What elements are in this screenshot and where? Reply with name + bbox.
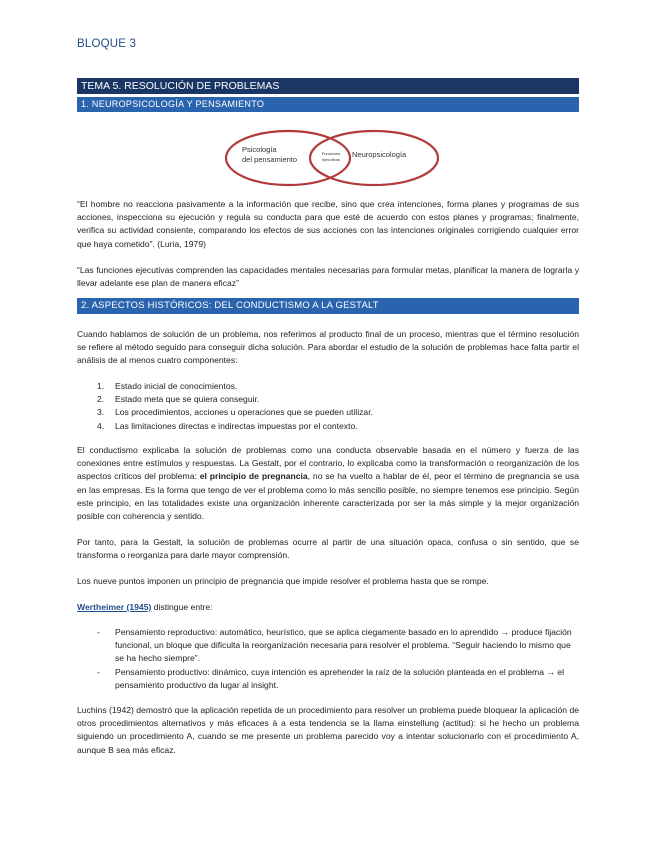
thinking-types-list	[77, 626, 579, 692]
wertheimer-link[interactable]: Wertheimer (1945)	[77, 602, 152, 612]
conductism-gestalt-paragraph: El conductismo explicaba la solución de problemas como una conducta observable basada en el número y fuerza de las conexiones entre estímulos y respuestas. La Gestalt, por el contrario, lo explicaba como la transformación o reorganización de los aspectos críticos del problema: el principio de pregnancia, no se ha vuelto a hablar de él, peor el término de pregnancia se usa en las empresas. Es la forma que tengo de ver el problema como lo más sencillo posible, no siempre tenemos ese principio. Según este principio, en las totalidades existe una organización inherente caracterizada por ser la más simple y la mejor organización posible con coherencia y sentido.	[77, 445, 579, 522]
wertheimer-paragraph: Wertheimer (1945) distingue entre:	[77, 602, 213, 612]
venn-right-label: Neuropsicología	[352, 150, 407, 159]
section-1-title: 1. NEUROPSICOLOGÍA Y PENSAMIENTO	[77, 97, 579, 112]
list-item: - Pensamiento productivo: dinámico, cuya intención es aprehender la raíz de la solución planteada en el problema → el pensamiento productivo da lugar al insight.	[97, 666, 565, 690]
venn-left-label-1: Psicología	[242, 145, 277, 154]
list-item: 3. Los procedimientos, acciones u operaciones que se pueden utilizar.	[97, 407, 373, 418]
list-item: 2. Estado meta que se quiera conseguir.	[97, 394, 260, 405]
problem-solution-paragraph: Cuando hablamos de solución de un problema, nos referimos al producto final de un proceso, mientras que el término resolución se refiere al método seguido para conseguir dicha solución. Para abordar el estudio de la solución de problemas hace falta partir el análisis de al menos cuatro componentes:	[77, 329, 579, 366]
venn-left-label-2: del pensamiento	[242, 155, 298, 164]
block-label: BLOQUE 3	[77, 38, 137, 50]
luchins-paragraph: Luchins (1942) demostró que la aplicación repetida de un procedimiento para resolver un problema puede bloquear la aplicación de otros procedimientos alternativos y más eficaces à a esta tendencia se la llama einstellung (actitud): si he hecho un problema siguiendo un procedimiento A, cuando se me presente un problema parecido voy a intentar solucionarlo con el procedimiento A, aunque B sea más eficaz.	[77, 705, 579, 755]
gestalt-paragraph: Por tanto, para la Gestalt, la solución de problemas ocurre al partir de una situación opaca, confusa o sin sentido, que se transforma o reorganiza para darle mayor comprensión.	[77, 537, 579, 561]
components-list	[77, 380, 579, 433]
venn-center-label-2: ejecutivas	[322, 157, 340, 162]
pregnancy-principle-term: el principio de pregnancia	[199, 471, 308, 482]
section-2-title: 2. ASPECTOS HISTÓRICOS: DEL CONDUCTISMO A LA GESTALT	[77, 298, 579, 314]
venn-diagram	[224, 128, 440, 188]
executive-functions-quote: “Las funciones ejecutivas comprenden las capacidades mentales necesarias para formular metas, planificar la manera de lograrla y llevar adelante ese plan de manera eficaz”	[77, 265, 579, 289]
list-item: 4. Las limitaciones directas e indirectas impuestas por el contexto.	[97, 420, 358, 431]
nine-dots-paragraph: Los nueve puntos imponen un principio de pregnancia que impide resolver el problema hasta que se rompe.	[77, 576, 489, 586]
luria-quote: “El hombre no reacciona pasivamente a la información que recibe, sino que crea intenciones, forma planes y programas de sus acciones, inspecciona su ejecución y regula su conducta para que esté de acuerdo con estos planes y programas; finalmente, verifica su actividad consiente, comparando los efectos de sus acciones con las intenciones originales corrigiendo cualquier error que haya cometido”. (Luria, 1979)	[77, 199, 579, 249]
topic-title: TEMA 5. RESOLUCIÓN DE PROBLEMAS	[77, 78, 579, 94]
list-item: 1. Estado inicial de conocimientos.	[97, 381, 238, 391]
venn-center-label-1: Funciones	[321, 151, 341, 156]
list-item: - Pensamiento reproductivo: automático, heurístico, que se aplica ciegamente basado en lo aprendido → produce fijación funcional, un bloque que dificulta la reorganización necesaria para resolver el problema. “Seguir haciendo lo mismo que se ha hecho siempre”.	[97, 627, 572, 664]
